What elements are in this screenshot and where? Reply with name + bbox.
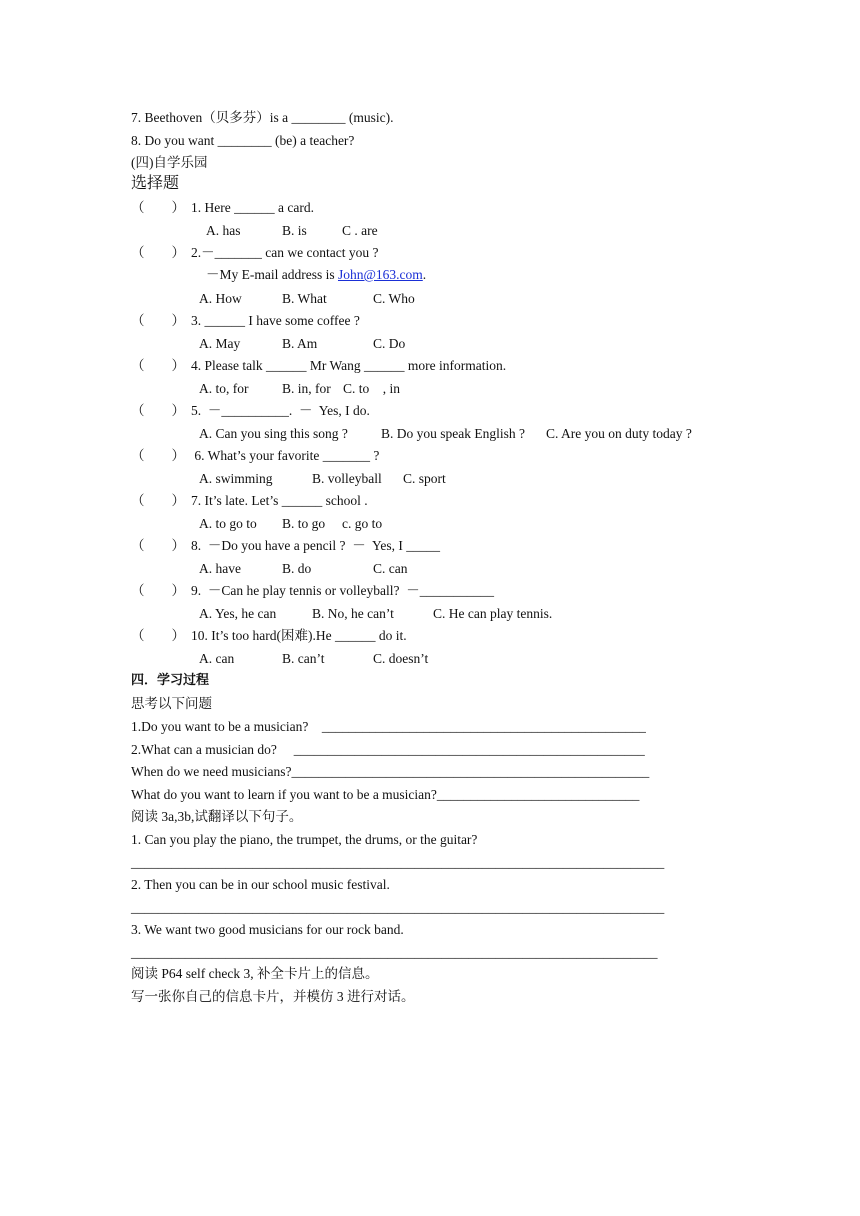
option-b: B. can’t <box>282 651 325 666</box>
option-b: B. is <box>282 223 307 238</box>
option-b: B. in, for <box>282 381 331 396</box>
option-c: C. doesn’t <box>373 651 429 666</box>
reply-suffix: . <box>422 267 427 282</box>
option-c: C. can <box>373 561 408 576</box>
option-c: C. to , in <box>343 381 401 396</box>
option-a: A. swimming <box>199 471 273 486</box>
option-a: A. Can you sing this song ? <box>199 426 348 441</box>
option-b: B. What <box>282 291 327 306</box>
question-text: 6. What’s your favorite _______ ? <box>191 448 380 463</box>
option-b: B. do <box>282 561 312 576</box>
read-p64: 阅读 P64 self check 3, 补全卡片上的信息。 <box>131 966 379 981</box>
think-question-1: 1.Do you want to be a musician? ________________________________________________ <box>131 719 646 734</box>
option-a: A. has <box>206 223 241 238</box>
option-c: c. go to <box>342 516 383 531</box>
option-b: B. Do you speak English ? <box>381 426 525 441</box>
option-c: C. sport <box>403 471 446 486</box>
answer-paren: （ ） <box>131 358 185 373</box>
option-c: C . are <box>342 223 378 238</box>
option-b: B. volleyball <box>312 471 382 486</box>
answer-paren: （ ） <box>131 493 185 508</box>
think-question-3: When do we need musicians?_____________________________________________________ <box>131 764 650 779</box>
option-a: A. How <box>199 291 242 306</box>
option-a: A. Yes, he can <box>199 606 277 621</box>
translate-sentence-1: 1. Can you play the piano, the trumpet, the drums, or the guitar? <box>131 832 478 847</box>
option-a: A. to, for <box>199 381 249 396</box>
option-b: B. No, he can’t <box>312 606 394 621</box>
reply-line <box>206 267 426 283</box>
answer-paren: （ ） <box>131 448 185 463</box>
question-text: 2.－_______ can we contact you ? <box>191 245 379 260</box>
answer-paren: （ ） <box>131 313 185 328</box>
option-c: C. He can play tennis. <box>433 606 553 621</box>
option-c: C. Are you on duty today ? <box>546 426 692 441</box>
question-text: 1. Here ______ a card. <box>191 200 314 215</box>
answer-line: ______________________________________________________________________________ <box>131 945 658 960</box>
question-text: 9. －Can he play tennis or volleyball? －___________ <box>191 583 494 598</box>
option-a: A. May <box>199 336 241 351</box>
answer-paren: （ ） <box>131 403 185 418</box>
section-process-heading: 四．学习过程 <box>131 673 210 688</box>
fill-in-7: 7. Beethoven（贝多芬）is a ________ (music). <box>131 110 394 125</box>
think-question-2: 2.What can a musician do? ____________________________________________________ <box>131 742 645 757</box>
question-text: 10. It’s too hard(困难).He ______ do it. <box>191 628 407 643</box>
write-card: 写一张你自己的信息卡片，并模仿 3 进行对话。 <box>131 989 415 1004</box>
question-text: 8. －Do you have a pencil ? － Yes, I _____ <box>191 538 440 553</box>
think-title: 思考以下问题 <box>131 696 212 711</box>
answer-paren: （ ） <box>131 628 185 643</box>
read-title: 阅读 3a,3b,试翻译以下句子。 <box>131 809 303 824</box>
answer-paren: （ ） <box>131 538 185 553</box>
question-text: 5. －__________. － Yes, I do. <box>191 403 370 418</box>
question-text: 7. It’s late. Let’s ______ school . <box>191 493 368 508</box>
option-a: A. have <box>199 561 241 576</box>
option-c: C. Do <box>373 336 406 351</box>
question-text: 3. ______ I have some coffee ? <box>191 313 360 328</box>
option-a: A. can <box>199 651 235 666</box>
option-a: A. to go to <box>199 516 257 531</box>
option-b: B. Am <box>282 336 318 351</box>
answer-line: _______________________________________________________________________________ <box>131 900 665 915</box>
question-text: 4. Please talk ______ Mr Wang ______ more information. <box>191 358 507 373</box>
think-question-4: What do you want to learn if you want to be a musician?______________________________ <box>131 787 640 802</box>
translate-sentence-3: 3. We want two good musicians for our rock band. <box>131 922 404 937</box>
option-b: B. to go <box>282 516 326 531</box>
email-link[interactable]: John@163.com <box>337 267 423 282</box>
translate-sentence-2: 2. Then you can be in our school music festival. <box>131 877 390 892</box>
reply-prefix: －My E-mail address is <box>206 267 338 282</box>
answer-line: _______________________________________________________________________________ <box>131 855 665 870</box>
choice-title: 选择题 <box>131 175 180 192</box>
answer-paren: （ ） <box>131 583 185 598</box>
section-self-study: (四)自学乐园 <box>131 155 208 170</box>
fill-in-8: 8. Do you want ________ (be) a teacher? <box>131 133 355 148</box>
option-c: C. Who <box>373 291 415 306</box>
answer-paren: （ ） <box>131 200 185 215</box>
answer-paren: （ ） <box>131 245 185 260</box>
